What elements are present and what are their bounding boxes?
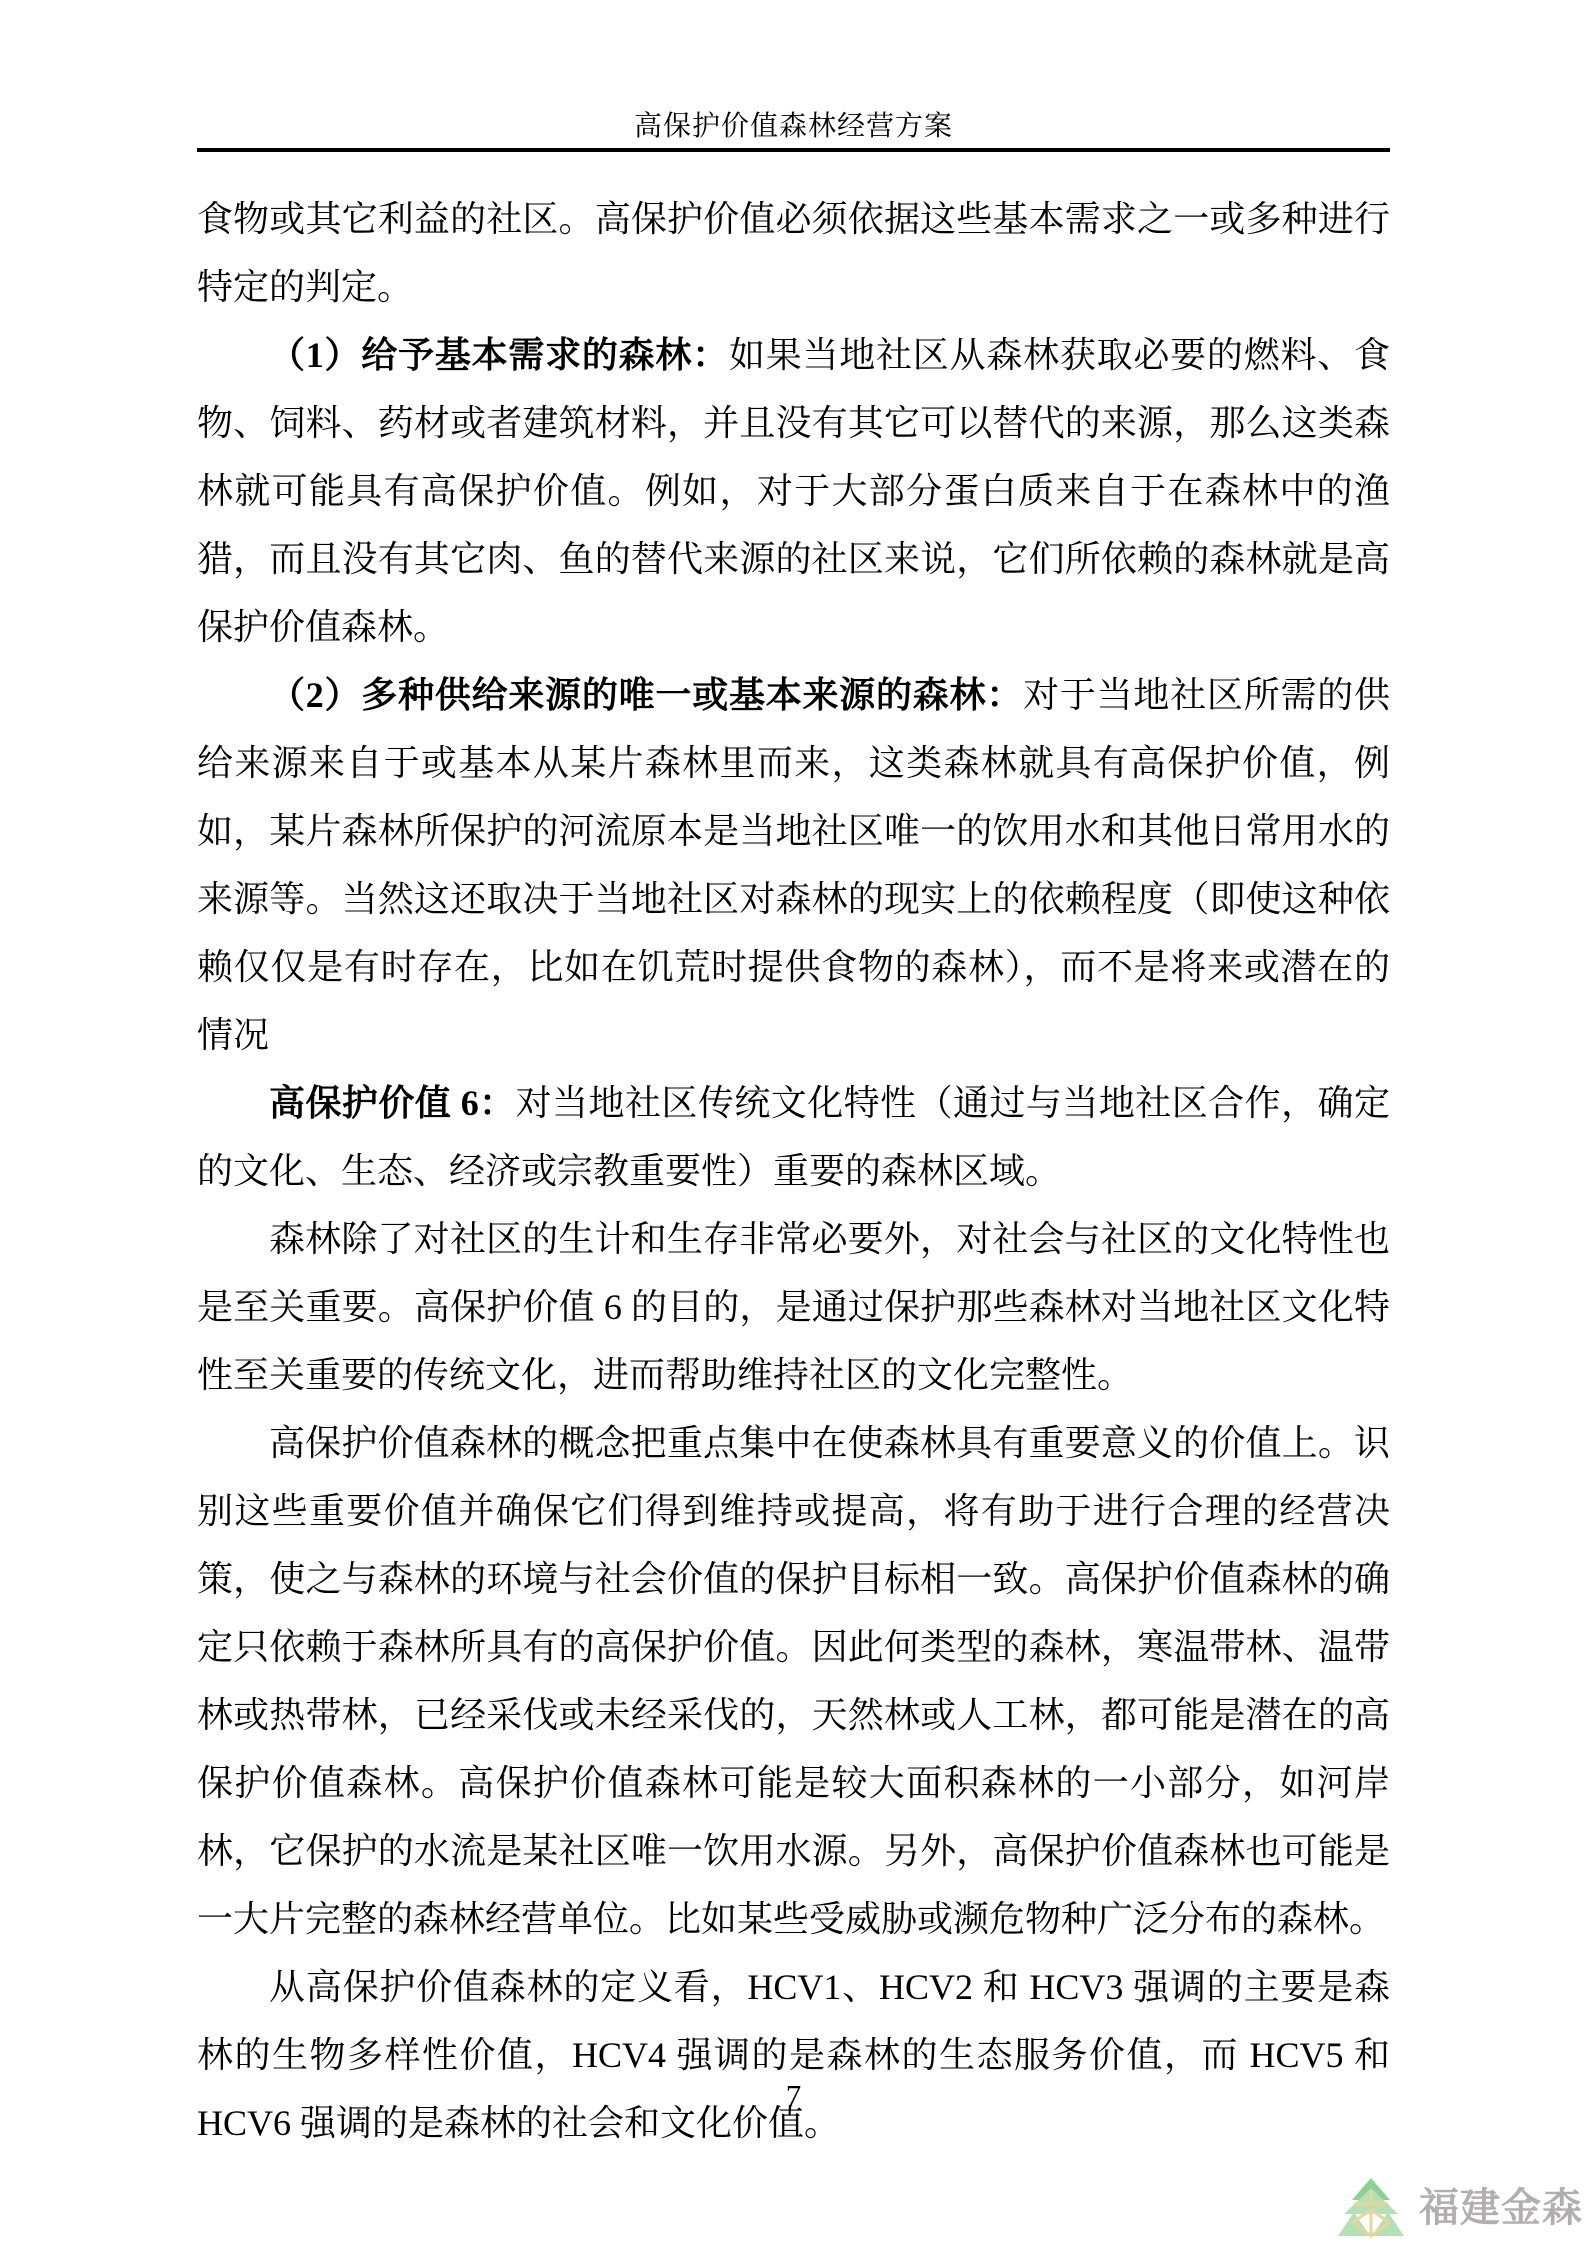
paragraph-item-1 [197, 321, 1390, 661]
company-logo [1335, 2177, 1583, 2239]
page-header [197, 0, 1390, 152]
logo-text: 福建金森 [1419, 2186, 1583, 2230]
paragraph-text: 高保护价值森林的概念把重点集中在使森林具有重要意义的价值上。识别这些重要价值并确保它们得到维持或提高，将有助于进行合理的经营决策，使之与森林的环境与社会价值的保护目标相一致。高保护价值森林的确定只依赖于森林所具有的高保护价值。因此何类型的森林，寒温带林、温带林或热带林，已经采伐或未经采伐的，天然林或人工林，都可能是潜在的高保护价值森林。高保护价值森林可能是较大面积森林的一小部分，如河岸林，它保护的水流是某社区唯一饮用水源。另外，高保护价值森林也可能是一大片完整的森林经营单位。比如某些受威胁或濒危物种广泛分布的森林。 [197, 1423, 1390, 1939]
paragraph-hcv6 [197, 1069, 1390, 1205]
header-rule [197, 148, 1390, 152]
paragraph-text: 食物或其它利益的社区。高保护价值必须依据这些基本需求之一或多种进行特定的判定。 [197, 199, 1390, 307]
paragraph-text: 对于当地社区所需的供给来源来自于或基本从某片森林里而来，这类森林就具有高保护价值，例如，某片森林所保护的河流原本是当地社区唯一的饮用水和其他日常用水的来源等。当然这还取决于当地社区对森林的现实上的依赖程度（即使这种依赖仅仅是有时存在，比如在饥荒时提供食物的森林），而不是将来或潜在的情况 [197, 675, 1390, 1055]
header-title: 高保护价值森林经营方案 [633, 111, 953, 142]
page-number: 7 [785, 2078, 802, 2113]
paragraph-text: 如果当地社区从森林获取必要的燃料、食物、饲料、药材或者建筑材料，并且没有其它可以替代的来源，那么这类森林就可能具有高保护价值。例如，对于大部分蛋白质来自于在森林中的渔猎，而且没有其它肉、鱼的替代来源的社区来说，它们所依赖的森林就是高保护价值森林。 [197, 335, 1390, 647]
paragraph-lead: （2）多种供给来源的唯一或基本来源的森林： [269, 675, 1024, 715]
paragraph-text: 对当地社区传统文化特性（通过与当地社区合作，确定的文化、生态、经济或宗教重要性）重要的森林区域。 [197, 1083, 1390, 1191]
logo-tree-icon [1335, 2177, 1407, 2239]
paragraph-concept [197, 1409, 1390, 1953]
paragraph-culture [197, 1205, 1390, 1409]
paragraph-lead: （1）给予基本需求的森林： [269, 335, 729, 375]
paragraph-lead: 高保护价值 6： [269, 1083, 516, 1123]
paragraph-text: 森林除了对社区的生计和生存非常必要外，对社会与社区的文化特性也是至关重要。高保护价值 6 的目的，是通过保护那些森林对当地社区文化特性至关重要的传统文化，进而帮助维持社区的文化完整性。 [197, 1219, 1390, 1395]
paragraph-text: 从高保护价值森林的定义看，HCV1、HCV2 和 HCV3 强调的主要是森林的生物多样性价值，HCV4 强调的是森林的生态服务价值，而 HCV5 和 HCV6 强调的是森林的社会和文化价值。 [197, 1967, 1390, 2143]
paragraph-summary [197, 1953, 1390, 2157]
document-body [197, 185, 1390, 2157]
paragraph-continuation [197, 185, 1390, 321]
paragraph-item-2 [197, 661, 1390, 1069]
